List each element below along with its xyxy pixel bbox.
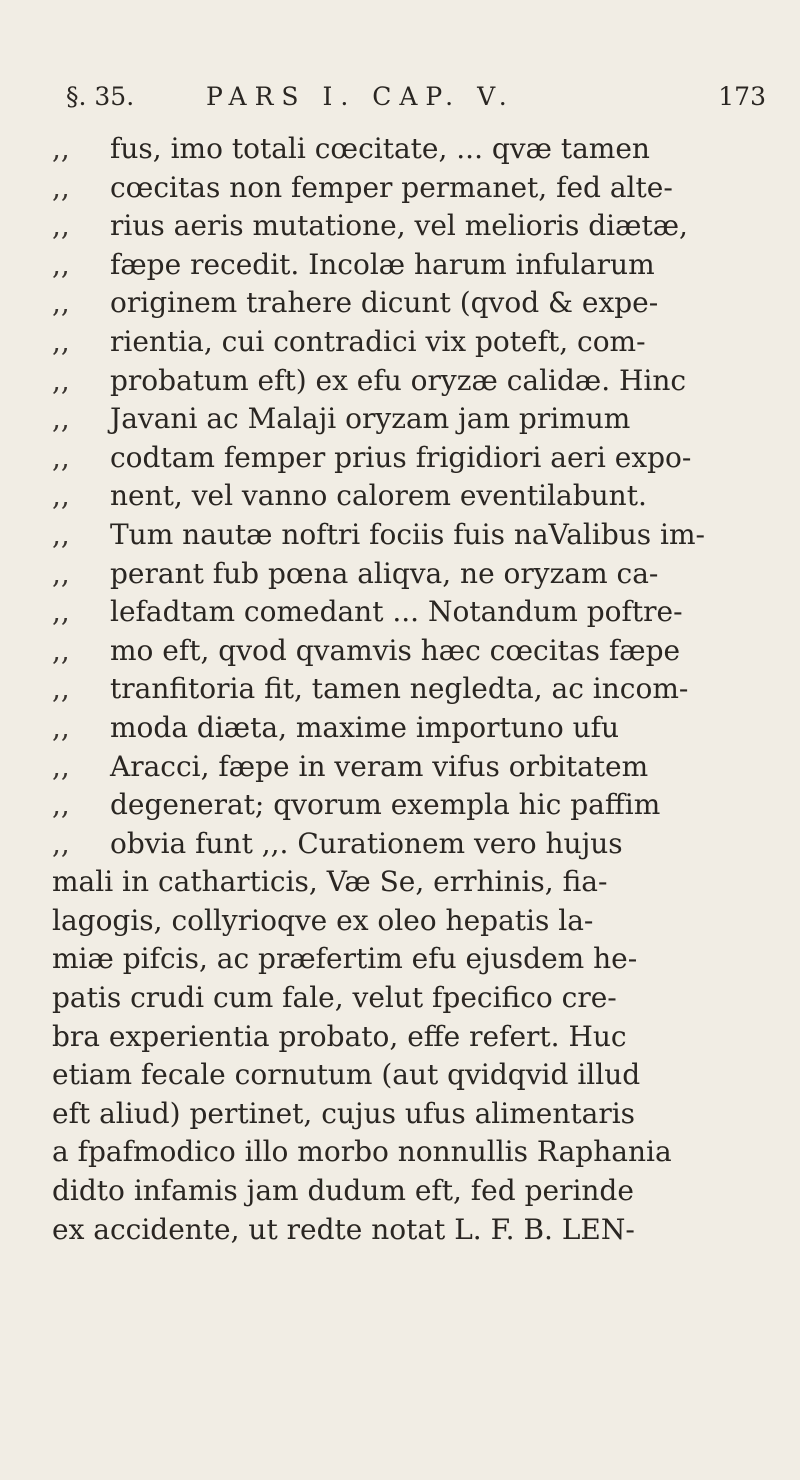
line-text: tranfitoria fit, tamen negledta, ac incom- (110, 672, 689, 706)
line-text: moda diæta, maxime importuno ufu (110, 710, 620, 744)
text-line (52, 632, 772, 671)
text-line (52, 863, 772, 902)
line-text: bra experientia probato, effe refert. Huc (52, 1019, 627, 1053)
quote-mark: ,, (52, 209, 70, 243)
line-text: cœcitas non femper permanet, fed alte- (110, 170, 673, 204)
text-line (52, 902, 772, 941)
page-number: 173 (718, 82, 766, 111)
line-text: eft aliud) pertinet, cujus ufus alimentaris (52, 1096, 636, 1130)
text-line (52, 1095, 772, 1134)
text-line (52, 555, 772, 594)
line-text: Aracci, fæpe in veram vifus orbitatem (110, 749, 649, 783)
text-line (52, 748, 772, 787)
text-line (52, 130, 772, 169)
text-line (52, 825, 772, 864)
line-text: fæpe recedit. Incolæ harum infularum (110, 247, 655, 281)
line-text: nent, vel vanno calorem eventilabunt. (110, 479, 647, 513)
text-line (52, 169, 772, 208)
text-line (52, 1133, 772, 1172)
line-text: patis crudi cum fale, velut fpecifico cre- (52, 981, 617, 1015)
text-line (52, 207, 772, 246)
line-text: mo eft, qvod qvamvis hæc cœcitas fæpe (110, 633, 681, 667)
quote-mark: ,, (52, 402, 70, 436)
line-text: originem trahere dicunt (qvod & expe- (110, 286, 659, 320)
line-text: fus, imo totali cœcitate, ... qvæ tamen (110, 132, 650, 165)
text-line (52, 439, 772, 478)
text-line (52, 362, 772, 401)
quote-mark: ,, (52, 247, 70, 281)
text-line (52, 709, 772, 748)
text-line (52, 323, 772, 362)
quote-mark: ,, (52, 633, 70, 667)
line-text: mali in catharticis, Væ Se, errhinis, fia- (52, 865, 608, 899)
text-line (52, 979, 772, 1018)
text-line (52, 477, 772, 516)
quote-mark: ,, (52, 517, 70, 551)
line-text: Javani ac Malaji oryzam jam primum (110, 402, 631, 436)
quote-mark: ,, (52, 595, 70, 629)
line-text: degenerat; qvorum exempla hic paffim (110, 788, 661, 822)
line-text: lagogis, collyrioqve ex oleo hepatis la- (52, 903, 594, 937)
text-line (52, 1172, 772, 1211)
line-text: etiam fecale cornutum (aut qvidqvid illud (52, 1058, 641, 1092)
text-body (52, 130, 772, 1249)
quote-mark: ,, (52, 440, 70, 474)
text-line (52, 1211, 772, 1250)
quote-mark: ,, (52, 363, 70, 397)
quote-mark: ,, (52, 170, 70, 204)
line-text: codtam femper prius frigidiori aeri expo- (110, 440, 692, 474)
line-text: rius aeris mutatione, vel melioris diætæ, (110, 209, 688, 243)
quote-mark: ,, (52, 479, 70, 513)
line-text: miæ pifcis, ac præfertim efu ejusdem he- (52, 942, 638, 976)
line-text: obvia funt ,,. Curationem vero hujus (110, 826, 623, 860)
quote-mark: ,, (52, 324, 70, 358)
text-line (52, 786, 772, 825)
text-line (52, 670, 772, 709)
text-line (52, 400, 772, 439)
line-text: probatum eft) ex efu oryzæ calidæ. Hinc (110, 363, 687, 397)
line-text: Tum nautæ noftri fociis fuis naValibus im- (110, 517, 706, 551)
quote-mark: ,, (52, 556, 70, 590)
quote-mark: ,, (52, 132, 70, 165)
line-text: lefadtam comedant ... Notandum poftre- (110, 595, 683, 629)
text-line (52, 516, 772, 555)
text-line (52, 1018, 772, 1057)
text-line (52, 284, 772, 323)
text-line (52, 940, 772, 979)
quote-mark: ,, (52, 286, 70, 320)
running-header (66, 82, 766, 122)
quote-mark: ,, (52, 749, 70, 783)
quote-mark: ,, (52, 672, 70, 706)
running-title: PARS I. CAP. V. (206, 82, 515, 111)
quote-mark: ,, (52, 788, 70, 822)
text-line (52, 246, 772, 285)
line-text: rientia, cui contradici vix poteft, com- (110, 324, 646, 358)
line-text: a fpafmodico illo morbo nonnullis Raphania (52, 1135, 672, 1169)
line-text: perant fub pœna aliqva, ne oryzam ca- (110, 556, 659, 590)
text-line (52, 593, 772, 632)
text-line (52, 1056, 772, 1095)
line-text: ex accidente, ut redte notat L. F. B. LEN- (52, 1212, 635, 1246)
line-text: didto infamis jam dudum eft, fed perinde (52, 1174, 634, 1208)
quote-mark: ,, (52, 826, 70, 860)
section-number: §. 35. (66, 82, 135, 111)
quote-mark: ,, (52, 710, 70, 744)
